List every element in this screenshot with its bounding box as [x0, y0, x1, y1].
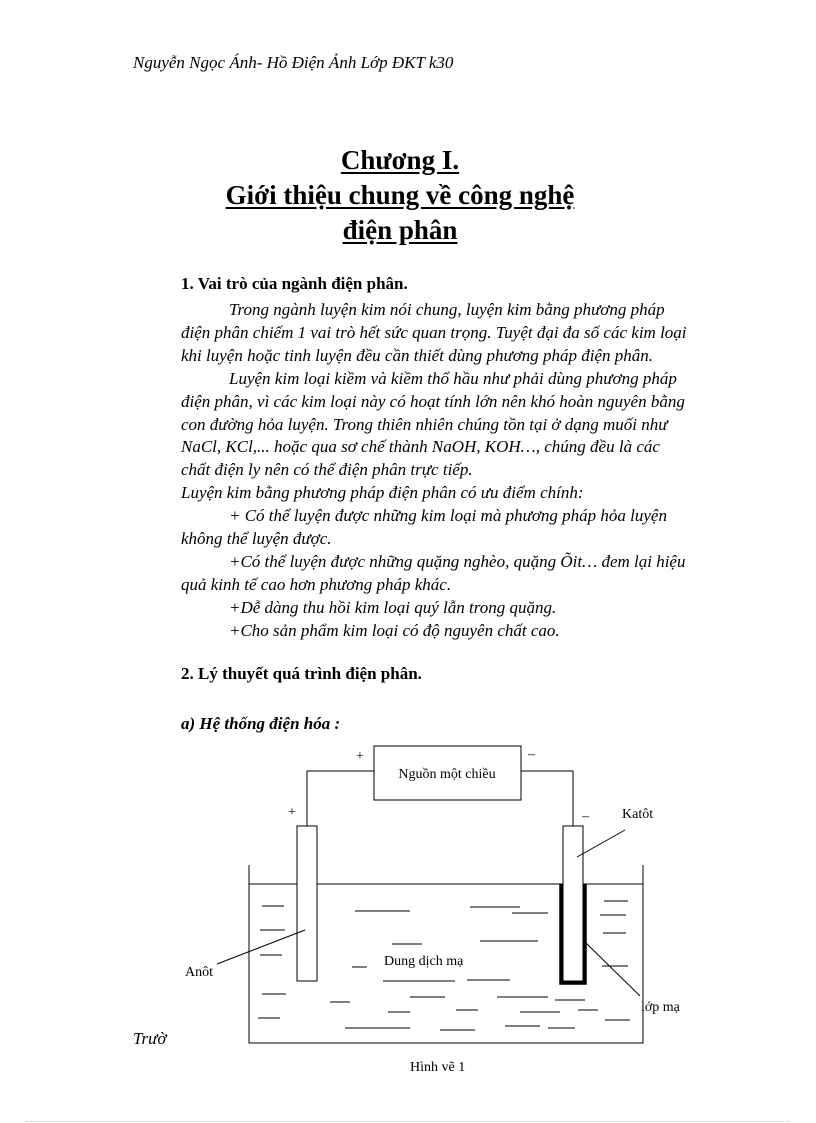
solution-label: Dung dịch mạ [384, 954, 464, 969]
paragraph-line: điện phân chiếm 1 vai trò hết sức quan trọng. Tuyệt đại đa số các kim loại [181, 322, 687, 342]
bullet-line: +Cho sản phẩm kim loại có độ nguyên chất cao. [229, 620, 560, 640]
chapter-number: Chương I. [340, 145, 460, 175]
cathode-wire [521, 771, 573, 826]
bullet-line: quả kinh tế cao hơn phương pháp khác. [181, 574, 452, 594]
footer-text: Trườ [133, 1029, 167, 1048]
section-1-heading: 1. Vai trò của ngành điện phân. [181, 274, 408, 293]
cathode-minus-sign: – [582, 809, 589, 824]
bullet-line: không thể luyện được. [181, 529, 332, 549]
anode-electrode [297, 826, 317, 981]
paragraph-line: khi luyện hoặc tinh luyện đều cần thiết dùng phương pháp điện phân. [181, 345, 654, 365]
source-minus-sign: – [528, 747, 535, 762]
dc-source-label: Nguồn một chiều [398, 767, 496, 782]
cathode-label: Katôt [622, 807, 654, 822]
anode-leader-line [217, 930, 305, 964]
source-plus-sign: + [356, 749, 364, 764]
cathode-leader-line [577, 830, 625, 857]
bullet-line: +Dễ dàng thu hồi kim loại quý lẫn trong quặng. [229, 597, 557, 617]
page-bottom-border [26, 1121, 790, 1122]
cathode-electrode [563, 826, 583, 981]
paragraph-line: Luyện kim bằng phương pháp điện phân có ưu điểm chính: [181, 483, 584, 503]
paragraph-line: Trong ngành luyện kim nói chung, luyện kim bằng phương pháp [229, 300, 665, 319]
plating-layer-label: lớp mạ [641, 1000, 680, 1015]
section-2-heading: 2. Lý thuyết quá trình điện phân. [181, 664, 422, 683]
bullet-line: + Có thể luyện được những kim loại mà phương pháp hỏa luyện [229, 506, 667, 526]
paragraph-line: Luyện kim loại kiềm và kiềm thổ hầu như phải dùng phương pháp [229, 368, 677, 388]
chapter-title-line2: Giới thiệu chung về công nghệ [225, 180, 575, 210]
paragraph-line: chất điện ly nên có thể điện phân trực tiếp. [181, 460, 473, 480]
paragraph-line: con đường hỏa luyện. Trong thiên nhiên chúng tồn tại ở dạng muối như [181, 414, 668, 434]
paragraph-line: NaCl, KCl,... hoặc qua sơ chế thành NaOH, KOH…, chúng đều là các [181, 437, 660, 457]
anode-plus-sign: + [288, 805, 296, 820]
header-authors: Nguyễn Ngọc Ánh- Hồ Điện Ảnh Lớp ĐKT k30 [133, 53, 454, 72]
paragraph-line: điện phân, vì các kim loại này có hoạt tính lớn nên khó hoàn nguyên bằng [181, 391, 685, 411]
bullet-line: +Có thể luyện được những quặng nghèo, quặng Õit… đem lại hiệu [229, 551, 686, 571]
layer-leader-line [586, 943, 640, 996]
figure-caption: Hình vẽ 1 [410, 1060, 466, 1075]
chapter-title-line3: điện phân [342, 215, 458, 245]
anode-wire [307, 771, 374, 826]
subsection-a-heading: a) Hệ thống điện hóa : [181, 714, 341, 733]
anode-label: Anôt [185, 965, 213, 980]
